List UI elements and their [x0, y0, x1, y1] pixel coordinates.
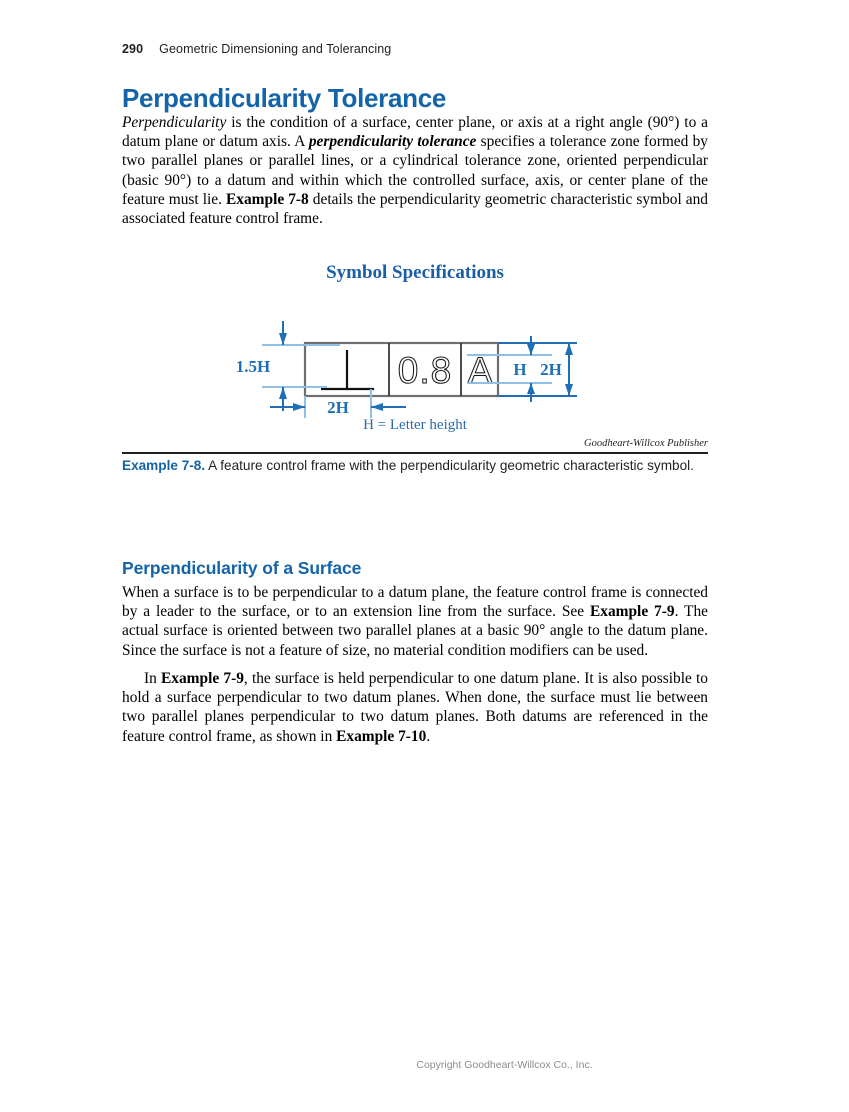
surface2-text-3: . [426, 727, 431, 745]
book-title: Geometric Dimensioning and Tolerancing [159, 42, 392, 56]
intro-text-2: specifies a tolerance zone formed by two parallel planes or parallel lines, or a cylindrical tolerance zone, oriented perpendicular (basic 90°) to a datum and within which the controlled surface, axis, or center plane of the feature must lie. [122, 133, 709, 208]
term-perpendicularity-tolerance: perpendicularity tolerance [308, 133, 477, 151]
surface2-text-2: , the surface is held perpendicular to one datum plane. It is also possible to hold a surface perpendicular to two datum planes. When done, the surface must lie between two parallel planes perpendicular to two datum planes. Both datums are referenced in the feature control frame, as shown in [122, 670, 708, 745]
running-head [122, 42, 391, 56]
figure-note-letter-height: H = Letter height [363, 417, 467, 433]
paragraph-surface-1 [122, 583, 708, 660]
heading-perpendicularity-tolerance: Perpendicularity Tolerance [122, 83, 447, 113]
cross-reference-example-7-8: Example 7-8 [226, 190, 309, 208]
datum-reference-text: A [467, 350, 493, 391]
paragraph-surface-2 [122, 669, 708, 746]
page-number: 290 [122, 42, 144, 56]
surface1-text-2: . The actual surface is oriented between two parallel planes at a basic 90° angle to the datum plane. Since the surface is not a feature of size, no material condition modifiers can be used. [122, 603, 708, 659]
footer-copyright: Copyright Goodheart-Willcox Co., Inc. [416, 1059, 593, 1071]
feature-control-frame-drawing [122, 288, 708, 418]
dimension-right-2h [498, 343, 577, 396]
cross-reference-example-7-10: Example 7-10 [336, 727, 427, 745]
tolerance-value-text: 0.8 [397, 350, 453, 391]
paragraph-intro [122, 113, 708, 228]
perpendicularity-symbol-glyph [321, 350, 374, 389]
figure-example-7-8 [122, 262, 708, 447]
caption-divider [122, 452, 708, 454]
figure-title: Symbol Specifications [326, 262, 504, 283]
dimension-label-2h-right: 2H [540, 360, 562, 379]
intro-text-1: is the condition of a surface, center plane, or axis at a right angle (90°) to a datum plane or datum axis. A [122, 114, 708, 151]
surface1-text-1: When a surface is to be perpendicular to a datum plane, the feature control frame is connected by a leader to the surface, or to an extension line from the surface. See [122, 584, 708, 621]
surface2-text-1: In [144, 670, 162, 687]
caption-lead-label: Example 7-8. [122, 458, 206, 473]
intro-text-3: details the perpendicularity geometric characteristic symbol and associated feature control frame. [122, 190, 709, 228]
heading-perpendicularity-of-a-surface: Perpendicularity of a Surface [122, 558, 362, 578]
cross-reference-example-7-9-a: Example 7-9 [590, 603, 675, 621]
dimension-label-h: H [513, 360, 527, 379]
cross-reference-example-7-9-b: Example 7-9 [161, 670, 244, 687]
publisher-credit: Goodheart-Willcox Publisher [584, 438, 708, 449]
dimension-label-2h-bottom: 2H [327, 398, 349, 417]
term-perpendicularity: Perpendicularity [122, 114, 227, 131]
caption-body-text: A feature control frame with the perpendicularity geometric characteristic symbol. [205, 458, 694, 473]
figure-caption [122, 457, 708, 476]
dimension-label-1-5h: 1.5H [235, 357, 271, 376]
